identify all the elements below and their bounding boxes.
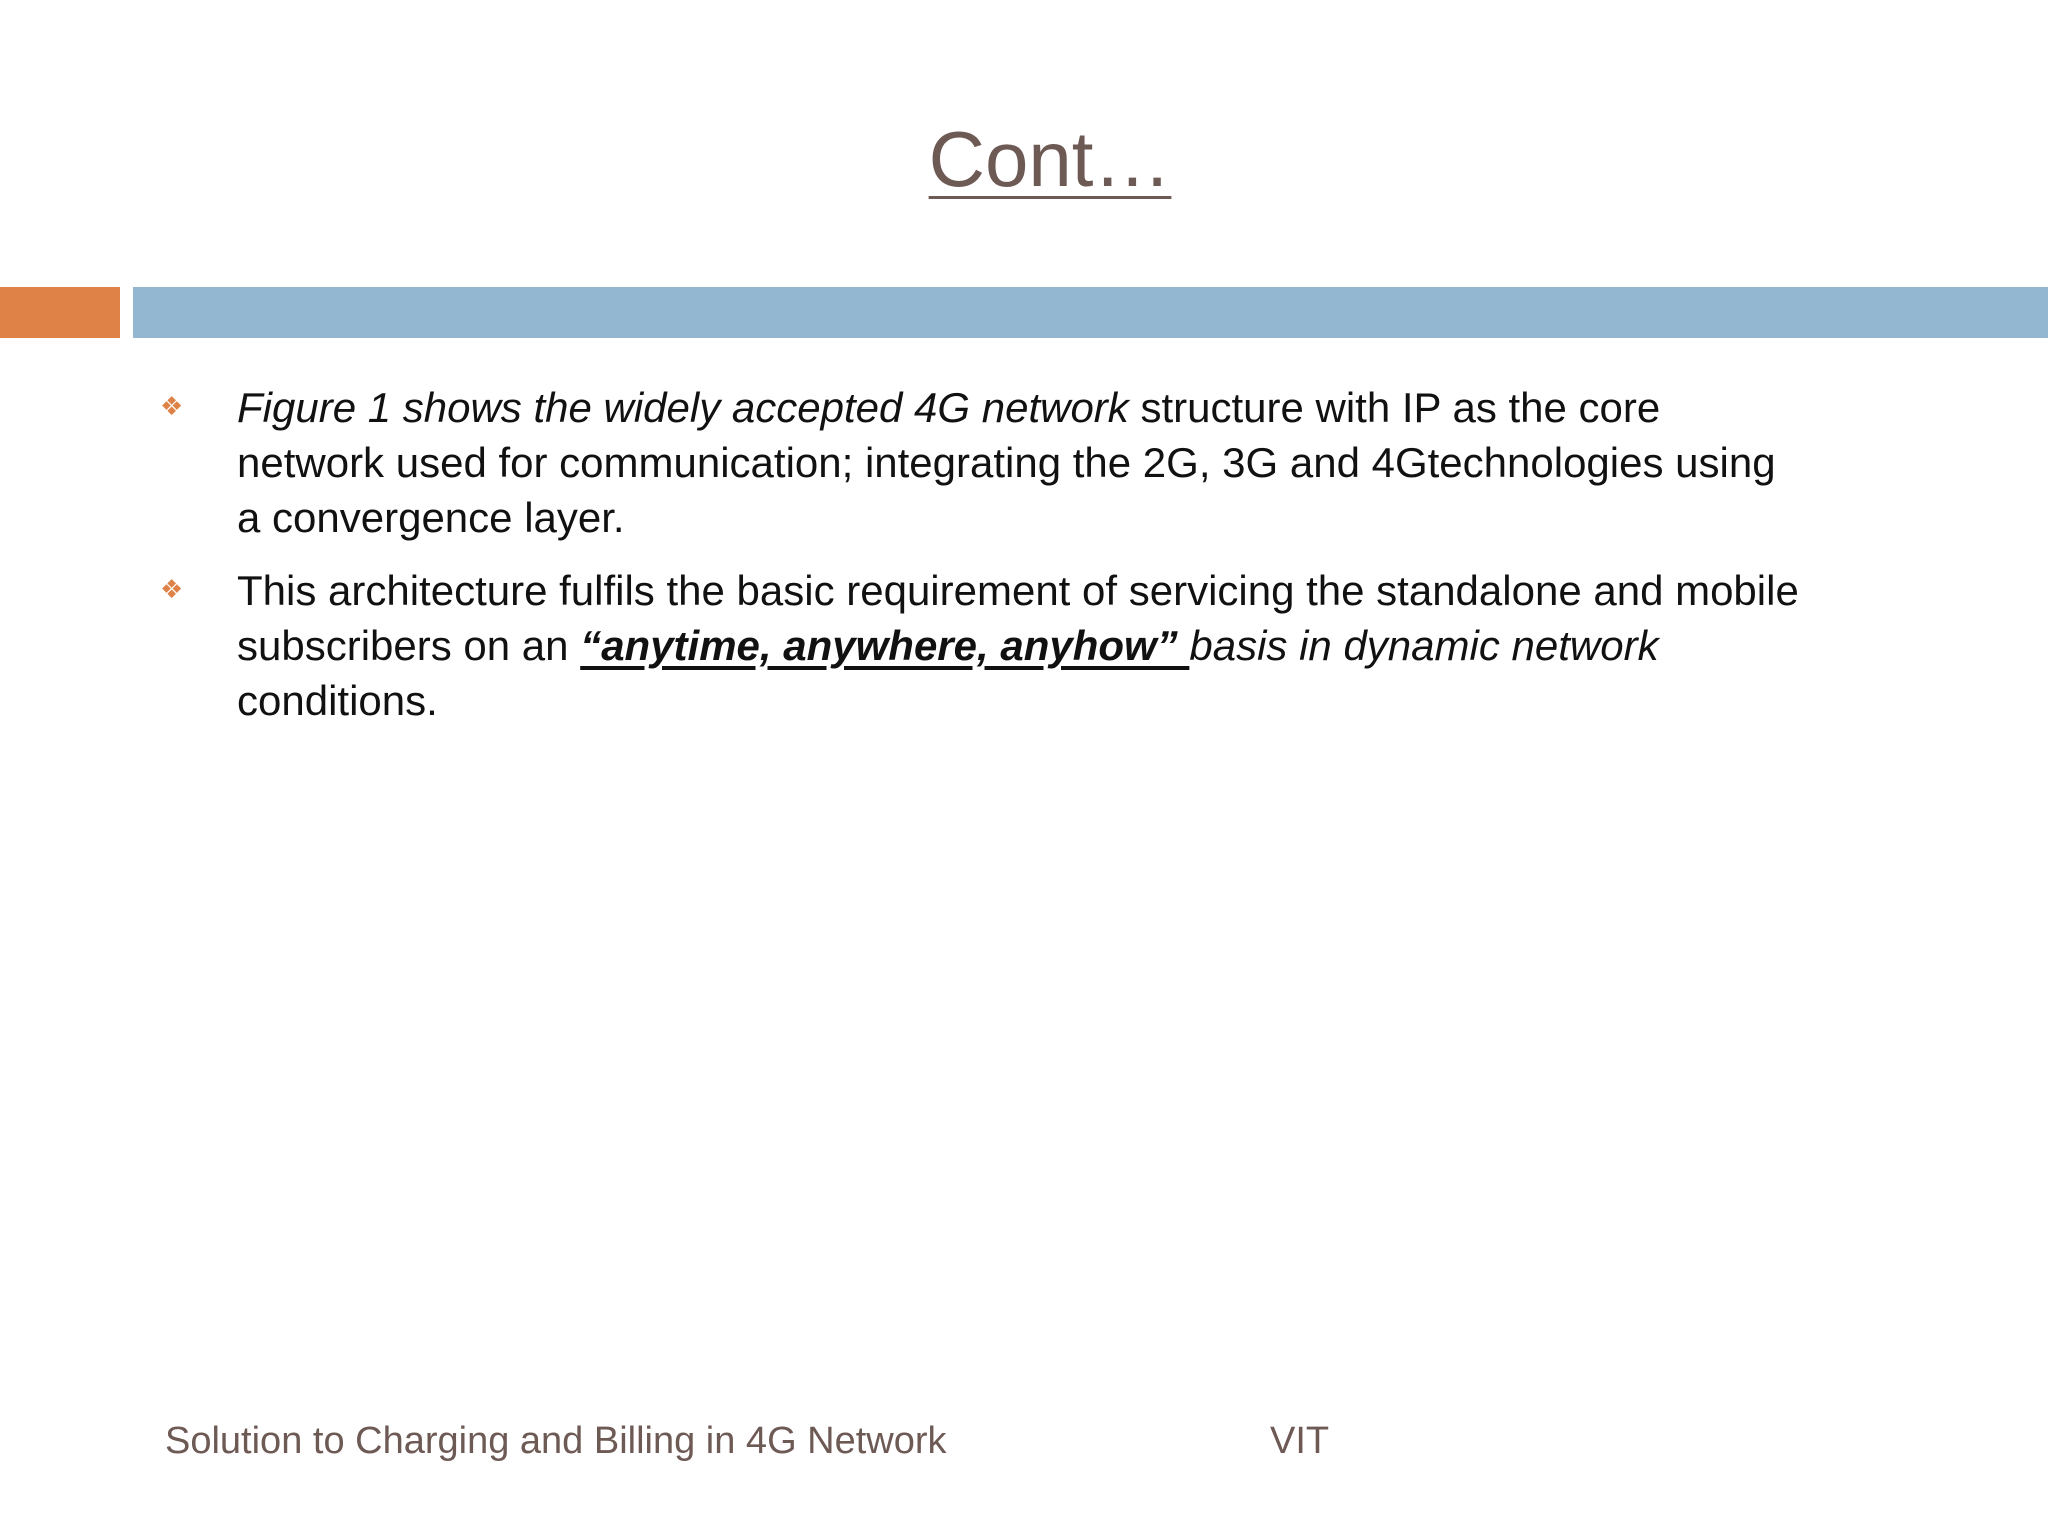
footer-organization: VIT — [1270, 1420, 1330, 1462]
diamond-cluster-icon: ❖ — [160, 392, 184, 422]
accent-bar-orange — [0, 287, 120, 338]
bullet-text-1 — [237, 380, 1800, 545]
bullet-item-1 — [160, 380, 1800, 545]
slide-content — [160, 380, 1800, 746]
accent-bar-blue — [133, 287, 2048, 338]
bullet-1-text: structure with IP as the core network used for communication; integrating the 2G, 3G and 4Gtechnologies using a convergence layer. — [237, 384, 1776, 541]
bullet-text-2 — [237, 563, 1800, 728]
slide-title: Cont… — [928, 115, 1172, 203]
bullet-2-text-end: conditions. — [237, 677, 438, 724]
diamond-cluster-icon: ❖ — [160, 575, 184, 605]
bullet-2-italic: basis in dynamic network — [1189, 622, 1659, 669]
bullet-2-text-start: This architecture fulfils the basic requirement of servicing the standalone and mobile subscribers on an — [237, 567, 1799, 669]
bullet-item-2 — [160, 563, 1800, 728]
bullet-1-italic: Figure 1 shows the widely accepted 4G network — [237, 384, 1129, 431]
footer-presentation-title: Solution to Charging and Billing in 4G Network — [165, 1420, 947, 1462]
bullet-2-emphasis: “anytime, anywhere, anyhow” — [580, 622, 1190, 669]
